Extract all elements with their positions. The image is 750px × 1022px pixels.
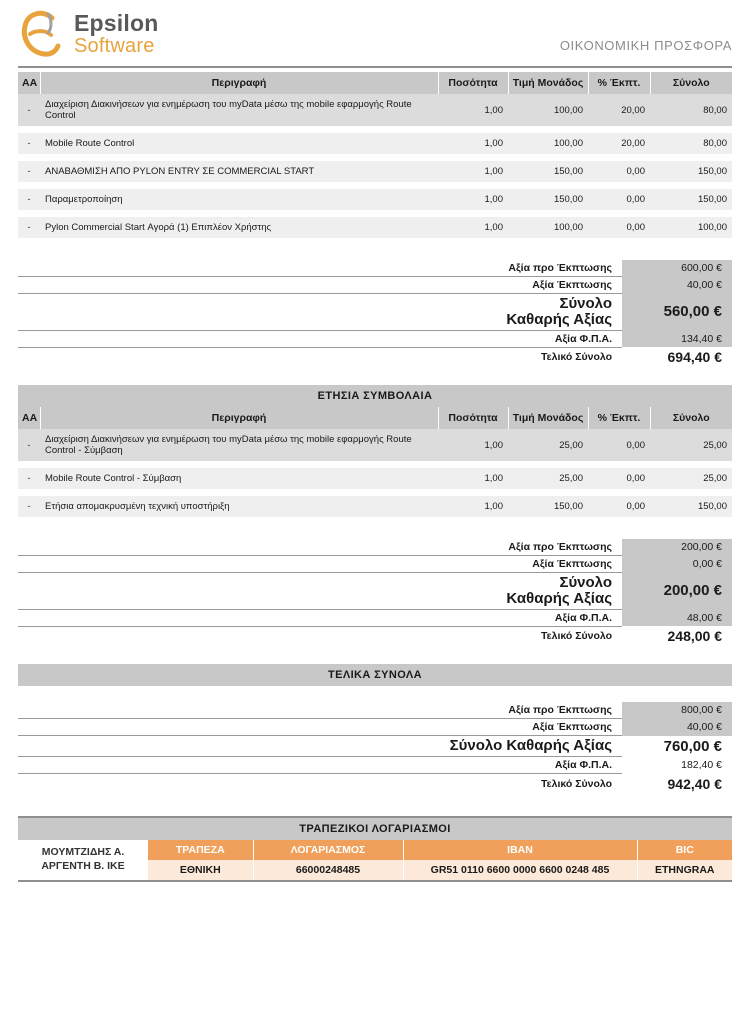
bank-column-header-account: ΛΟΓΑΡΙΑΣΜΟΣ (253, 840, 403, 860)
cell-aa: - (18, 429, 40, 461)
totals-value-pre-discount: 800,00 € (622, 702, 732, 719)
totals-label-net-line2: Καθαρής Αξίας (506, 310, 612, 328)
cell-total: 25,00 (650, 468, 732, 489)
totals-row-vat (18, 609, 732, 626)
totals-label-pre-discount: Αξία προ Έκπτωσης (442, 702, 622, 719)
cell-discount: 0,00 (588, 468, 650, 489)
totals-value-vat: 48,00 € (622, 609, 732, 626)
items-table-main (18, 72, 732, 238)
cell-discount: 0,00 (588, 189, 650, 210)
cell-unit-price: 25,00 (508, 468, 588, 489)
cell-discount: 0,00 (588, 161, 650, 182)
table-row (18, 468, 732, 489)
cell-unit-price: 25,00 (508, 429, 588, 461)
totals-row-net (18, 294, 732, 331)
totals-block-grand (18, 702, 732, 794)
cell-description: Διαχείριση Διακινήσεων για ενημέρωση του myData μέσω της mobile εφαρμογής Route Control (40, 94, 438, 126)
column-header-total: Σύνολο (650, 72, 732, 94)
column-header-aa: ΑΑ (18, 407, 40, 429)
totals-rule (18, 294, 442, 331)
totals-block-main (18, 260, 732, 367)
totals-label-vat: Αξία Φ.Π.Α. (442, 609, 622, 626)
table-row (18, 217, 732, 238)
page-title: ΟΙΚΟΝΟΜΙΚΗ ΠΡΟΣΦΟΡΑ (559, 38, 732, 53)
totals-value-final: 694,40 € (622, 347, 732, 367)
brand-name-primary: Epsilon (74, 10, 159, 37)
totals-rule (18, 736, 442, 757)
brand-text (74, 11, 158, 56)
totals-row-pre-discount (18, 539, 732, 556)
bank-company-line2: ΑΡΓΕΝΤΗ Β. ΙΚΕ (41, 859, 125, 872)
totals-value-net: 200,00 € (622, 573, 732, 610)
cell-quantity: 1,00 (438, 429, 508, 461)
cell-aa: - (18, 161, 40, 182)
cell-aa: - (18, 133, 40, 154)
totals-value-net: 560,00 € (622, 294, 732, 331)
cell-discount: 0,00 (588, 496, 650, 517)
totals-label-net (442, 294, 622, 331)
totals-rule (18, 573, 442, 610)
cell-discount: 0,00 (588, 429, 650, 461)
totals-rule (18, 774, 442, 794)
row-spacer (18, 210, 732, 217)
bank-cell-account: 66000248485 (253, 860, 403, 880)
column-header-discount: % Έκπτ. (588, 407, 650, 429)
cell-quantity: 1,00 (438, 468, 508, 489)
cell-quantity: 1,00 (438, 161, 508, 182)
totals-label-pre-discount: Αξία προ Έκπτωσης (442, 260, 622, 277)
column-header-description: Περιγραφή (40, 72, 438, 94)
cell-total: 150,00 (650, 189, 732, 210)
totals-rule (18, 277, 442, 294)
totals-value-pre-discount: 600,00 € (622, 260, 732, 277)
cell-quantity: 1,00 (438, 189, 508, 210)
bank-accounts-title: ΤΡΑΠΕΖΙΚΟΙ ΛΟΓΑΡΙΑΣΜΟΙ (18, 818, 732, 840)
column-header-total: Σύνολο (650, 407, 732, 429)
totals-label-net (442, 573, 622, 610)
totals-rule (18, 556, 442, 573)
table-header-row (18, 407, 732, 429)
cell-discount: 20,00 (588, 133, 650, 154)
totals-label-final: Τελικό Σύνολο (540, 777, 612, 790)
totals-value-final: 248,00 € (622, 626, 732, 646)
table-row (18, 161, 732, 182)
row-spacer (18, 182, 732, 189)
totals-value-vat: 182,40 € (622, 757, 732, 774)
cell-quantity: 1,00 (438, 133, 508, 154)
cell-description: Ετήσια απομακρυσμένη τεχνική υποστήριξη (40, 496, 438, 517)
cell-description: ΑΝΑΒΑΘΜΙΣΗ ΑΠΟ PYLON ENTRY ΣΕ COMMERCIAL START (40, 161, 438, 182)
brand-name-secondary: Software (74, 34, 155, 57)
cell-description: Διαχείριση Διακινήσεων για ενημέρωση του myData μέσω της mobile εφαρμογής Route Control - Σύμβαση (40, 429, 438, 461)
column-header-unit-price: Τιμή Μονάδος (508, 407, 588, 429)
table-row (18, 189, 732, 210)
totals-label-discount: Αξία Έκπτωσης (442, 277, 622, 294)
bank-column-header-bic: BIC (637, 840, 732, 860)
cell-discount: 0,00 (588, 217, 650, 238)
cell-total: 25,00 (650, 429, 732, 461)
totals-rule (18, 757, 442, 774)
cell-unit-price: 150,00 (508, 189, 588, 210)
totals-row-vat (18, 757, 732, 774)
totals-label-net: Σύνολο Καθαρής Αξίας (442, 736, 622, 757)
totals-label-vat: Αξία Φ.Π.Α. (442, 757, 622, 774)
section-banner-annual-contracts: ΕΤΗΣΙΑ ΣΥΜΒΟΛΑΙΑ (18, 385, 732, 407)
cell-unit-price: 100,00 (508, 94, 588, 126)
cell-quantity: 1,00 (438, 496, 508, 517)
totals-label-net-line1: Σύνολο (559, 295, 612, 312)
totals-label-pre-discount: Αξία προ Έκπτωσης (442, 539, 622, 556)
totals-row-pre-discount (18, 260, 732, 277)
cell-quantity: 1,00 (438, 217, 508, 238)
totals-row-discount (18, 719, 732, 736)
totals-label-net-line2: Καθαρής Αξίας (506, 589, 612, 607)
row-spacer (18, 126, 732, 133)
totals-row-net (18, 573, 732, 610)
cell-description: Pylon Commercial Start Αγορά (1) Επιπλέον Χρήστης (40, 217, 438, 238)
column-header-aa: ΑΑ (18, 72, 40, 94)
cell-total: 150,00 (650, 161, 732, 182)
table-row (18, 133, 732, 154)
items-table-annual (18, 407, 732, 517)
column-header-description: Περιγραφή (40, 407, 438, 429)
totals-rule (18, 719, 442, 736)
cell-total: 150,00 (650, 496, 732, 517)
totals-label-vat: Αξία Φ.Π.Α. (442, 330, 622, 347)
document-header (18, 0, 732, 72)
cell-description: Παραμετροποίηση (40, 189, 438, 210)
totals-row-final (18, 626, 732, 646)
totals-rule (18, 260, 442, 277)
totals-rule (18, 539, 442, 556)
totals-label-discount: Αξία Έκπτωσης (442, 556, 622, 573)
row-spacer (18, 154, 732, 161)
totals-value-pre-discount: 200,00 € (622, 539, 732, 556)
bank-header-row (18, 840, 732, 860)
bank-column-header-iban: IBAN (403, 840, 637, 860)
header-divider (18, 66, 732, 68)
totals-value-net: 760,00 € (622, 736, 732, 757)
row-spacer (18, 489, 732, 496)
column-header-unit-price: Τιμή Μονάδος (508, 72, 588, 94)
cell-quantity: 1,00 (438, 94, 508, 126)
totals-row-final (18, 347, 732, 367)
cell-unit-price: 100,00 (508, 133, 588, 154)
cell-description: Mobile Route Control - Σύμβαση (40, 468, 438, 489)
cell-aa: - (18, 496, 40, 517)
totals-value-discount: 0,00 € (622, 556, 732, 573)
bank-company-line1: ΜΟΥΜΤΖΙΔΗΣ Α. (41, 846, 125, 859)
totals-label-net-line1: Σύνολο (559, 574, 612, 591)
cell-total: 80,00 (650, 133, 732, 154)
section-banner-grand-totals: ΤΕΛΙΚΑ ΣΥΝΟΛΑ (18, 664, 732, 686)
totals-value-final: 942,40 € (622, 774, 732, 794)
bank-cell-bic: ETHNGRAA (637, 860, 732, 880)
totals-value-vat: 134,40 € (622, 330, 732, 347)
totals-label-final: Τελικό Σύνολο (540, 351, 612, 364)
bank-accounts-block (18, 816, 732, 882)
totals-rule (18, 347, 442, 367)
table-row (18, 94, 732, 126)
totals-rule (18, 626, 442, 646)
totals-row-net (18, 736, 732, 757)
row-spacer (18, 461, 732, 468)
totals-rule (18, 702, 442, 719)
table-row (18, 496, 732, 517)
totals-label-discount: Αξία Έκπτωσης (442, 719, 622, 736)
cell-discount: 20,00 (588, 94, 650, 126)
column-header-quantity: Ποσότητα (438, 72, 508, 94)
cell-aa: - (18, 468, 40, 489)
bank-company-name (18, 840, 148, 880)
cell-aa: - (18, 94, 40, 126)
cell-aa: - (18, 217, 40, 238)
cell-description: Mobile Route Control (40, 133, 438, 154)
cell-unit-price: 150,00 (508, 496, 588, 517)
totals-rule (18, 330, 442, 347)
cell-unit-price: 100,00 (508, 217, 588, 238)
cell-unit-price: 150,00 (508, 161, 588, 182)
totals-block-annual (18, 539, 732, 646)
totals-rule (18, 609, 442, 626)
column-header-quantity: Ποσότητα (438, 407, 508, 429)
column-header-discount: % Έκπτ. (588, 72, 650, 94)
totals-value-discount: 40,00 € (622, 719, 732, 736)
totals-label-final: Τελικό Σύνολο (540, 630, 612, 643)
totals-value-discount: 40,00 € (622, 277, 732, 294)
table-row (18, 429, 732, 461)
totals-row-discount (18, 277, 732, 294)
bank-cell-name: ΕΘΝΙΚΗ (148, 860, 253, 880)
totals-row-final (18, 774, 732, 794)
cell-total: 80,00 (650, 94, 732, 126)
bank-cell-iban: GR51 0110 6600 0000 6600 0248 485 (403, 860, 637, 880)
epsilon-logo-icon (18, 8, 64, 60)
bank-column-header-name: ΤΡΑΠΕΖΑ (148, 840, 253, 860)
bank-accounts-table (18, 840, 732, 880)
cell-total: 100,00 (650, 217, 732, 238)
totals-row-pre-discount (18, 702, 732, 719)
totals-row-vat (18, 330, 732, 347)
totals-row-discount (18, 556, 732, 573)
table-header-row (18, 72, 732, 94)
cell-aa: - (18, 189, 40, 210)
